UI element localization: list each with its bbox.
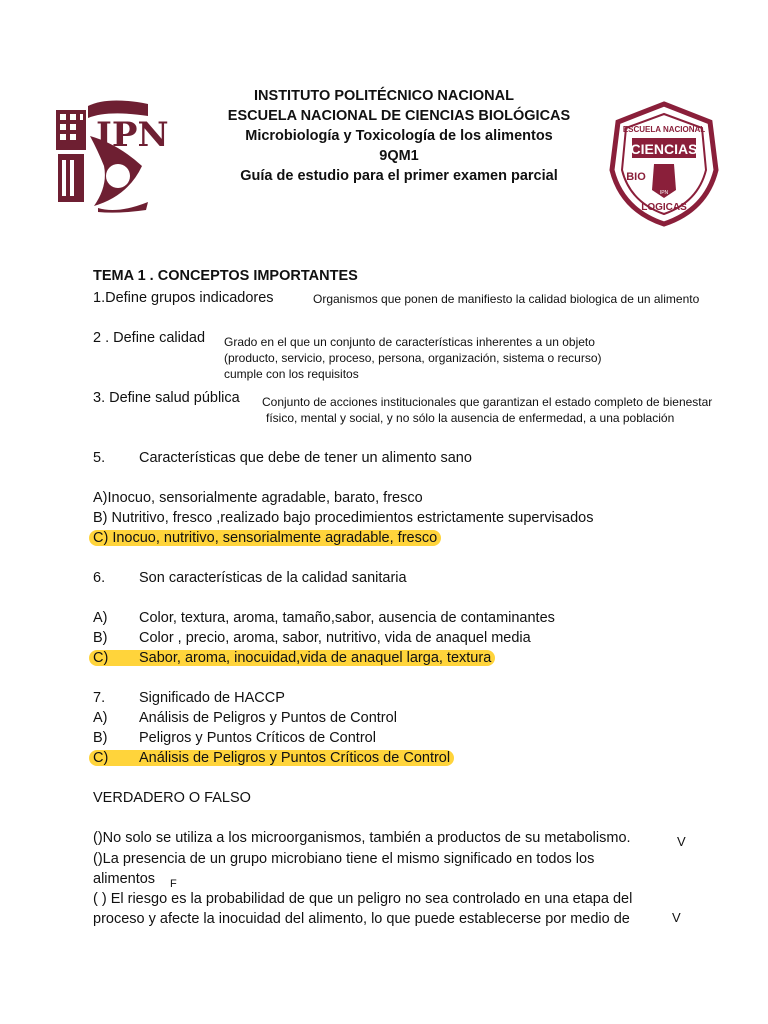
q6-option-c xyxy=(93,648,495,668)
option-text: Análisis de Peligros y Puntos Críticos de Control xyxy=(139,750,451,766)
vf-statement-3a: ( ) El riesgo es la probabilidad de que un peligro no sea controlado en una etapa del xyxy=(93,891,633,907)
q7-option-c xyxy=(93,748,454,768)
q3-answer-line: Conjunto de acciones institucionales que garantizan el estado completo de bienestar xyxy=(262,395,713,409)
q7-text: Significado de HACCP xyxy=(139,690,285,706)
ipn-logo-text: IPN xyxy=(96,115,169,155)
section-title: TEMA 1 . CONCEPTOS IMPORTANTES xyxy=(93,268,358,284)
vf-statement-1: ()No solo se utiliza a los microorganismos, también a productos de su metabolismo. xyxy=(93,830,631,846)
q1-label: 1.Define grupos indicadores xyxy=(93,290,274,306)
vf-statement-3b: proceso y afecte la inocuidad del alimento, lo que puede establecerse por medio de xyxy=(93,911,630,927)
option-text: Color , precio, aroma, sabor, nutritivo, vida de anaquel media xyxy=(139,630,531,646)
q5 xyxy=(93,448,472,468)
header-institute: INSTITUTO POLITÉCNICO NACIONAL xyxy=(254,88,514,104)
header-school: ESCUELA NACIONAL DE CIENCIAS BIOLÓGICAS xyxy=(227,108,571,124)
q6-number: 6. xyxy=(93,570,106,586)
q2-answer-line: Grado en el que un conjunto de características inherentes a un objeto xyxy=(224,335,595,349)
q2-answer-line: (producto, servicio, proceso, persona, organización, sistema o recurso) xyxy=(224,351,602,365)
q7-option-b xyxy=(93,728,376,748)
q7-number: 7. xyxy=(93,690,106,706)
option-letter: B) xyxy=(93,630,108,646)
vf-mark-3: V xyxy=(672,910,681,925)
q5-option-a: A)Inocuo, sensorialmente agradable, barato, fresco xyxy=(93,490,423,506)
q7-option-a xyxy=(93,708,397,728)
q5-number: 5. xyxy=(93,450,106,466)
ipn-logo xyxy=(48,96,169,214)
vf-mark-1: V xyxy=(677,834,686,849)
q3-label: 3. Define salud pública xyxy=(93,390,240,406)
encb-logo-logicas: LOGICAS xyxy=(641,202,687,213)
q3-answer xyxy=(262,394,712,426)
encb-logo-bio: BIO xyxy=(626,171,646,183)
option-text: Sabor, aroma, inocuidad,vida de anaquel larga, textura xyxy=(139,650,492,666)
option-letter: A) xyxy=(93,610,108,626)
vf-statement-2b: alimentos xyxy=(93,871,156,887)
q5-option-c xyxy=(93,528,441,548)
option-text: Color, textura, aroma, tamaño,sabor, ausencia de contaminantes xyxy=(139,610,555,626)
q1-answer: Organismos que ponen de manifiesto la calidad biologica de un alimento xyxy=(313,292,700,306)
option-letter: B) xyxy=(93,730,108,746)
encb-logo-top: ESCUELA NACIONAL xyxy=(622,125,706,134)
option-text: Peligros y Puntos Críticos de Control xyxy=(139,730,376,746)
option-letter: C) xyxy=(93,750,109,766)
encb-logo xyxy=(606,100,722,228)
q6-option-b xyxy=(93,628,531,648)
q5-option-c-highlight: C) Inocuo, nutritivo, sensorialmente agradable, fresco xyxy=(89,530,441,546)
q5-option-b: B) Nutritivo, fresco ,realizado bajo procedimientos estrictamente supervisados xyxy=(93,510,594,526)
q2-label: 2 . Define calidad xyxy=(93,330,206,346)
q7-option-c-highlight xyxy=(89,750,454,766)
q7 xyxy=(93,688,285,708)
option-letter: A) xyxy=(93,710,108,726)
header-guide: Guía de estudio para el primer examen parcial xyxy=(240,168,558,184)
option-text: Análisis de Peligros y Puntos de Control xyxy=(139,710,397,726)
q3-answer-line: físico, mental y social, y no sólo la ausencia de enfermedad, a una población xyxy=(266,411,675,425)
q2-answer-line: cumple con los requisitos xyxy=(224,367,359,381)
encb-logo-main: CIENCIAS xyxy=(630,141,698,157)
q6-text: Son características de la calidad sanitaria xyxy=(139,570,407,586)
q5-text: Características que debe de tener un alimento sano xyxy=(139,450,472,466)
vf-title: VERDADERO O FALSO xyxy=(93,790,251,806)
q6 xyxy=(93,568,407,588)
header-group: 9QM1 xyxy=(379,148,419,164)
header-course: Microbiología y Toxicología de los alimentos xyxy=(245,128,553,144)
vf-statement-2a: ()La presencia de un grupo microbiano tiene el mismo significado en todos los xyxy=(93,851,595,867)
q6-option-c-highlight xyxy=(89,650,495,666)
header xyxy=(150,86,618,186)
q2-answer xyxy=(224,334,602,382)
q6-option-a xyxy=(93,608,555,628)
vf-mark-2: F xyxy=(170,878,177,890)
option-letter: C) xyxy=(93,650,109,666)
encb-logo-small: IPN xyxy=(659,190,669,196)
